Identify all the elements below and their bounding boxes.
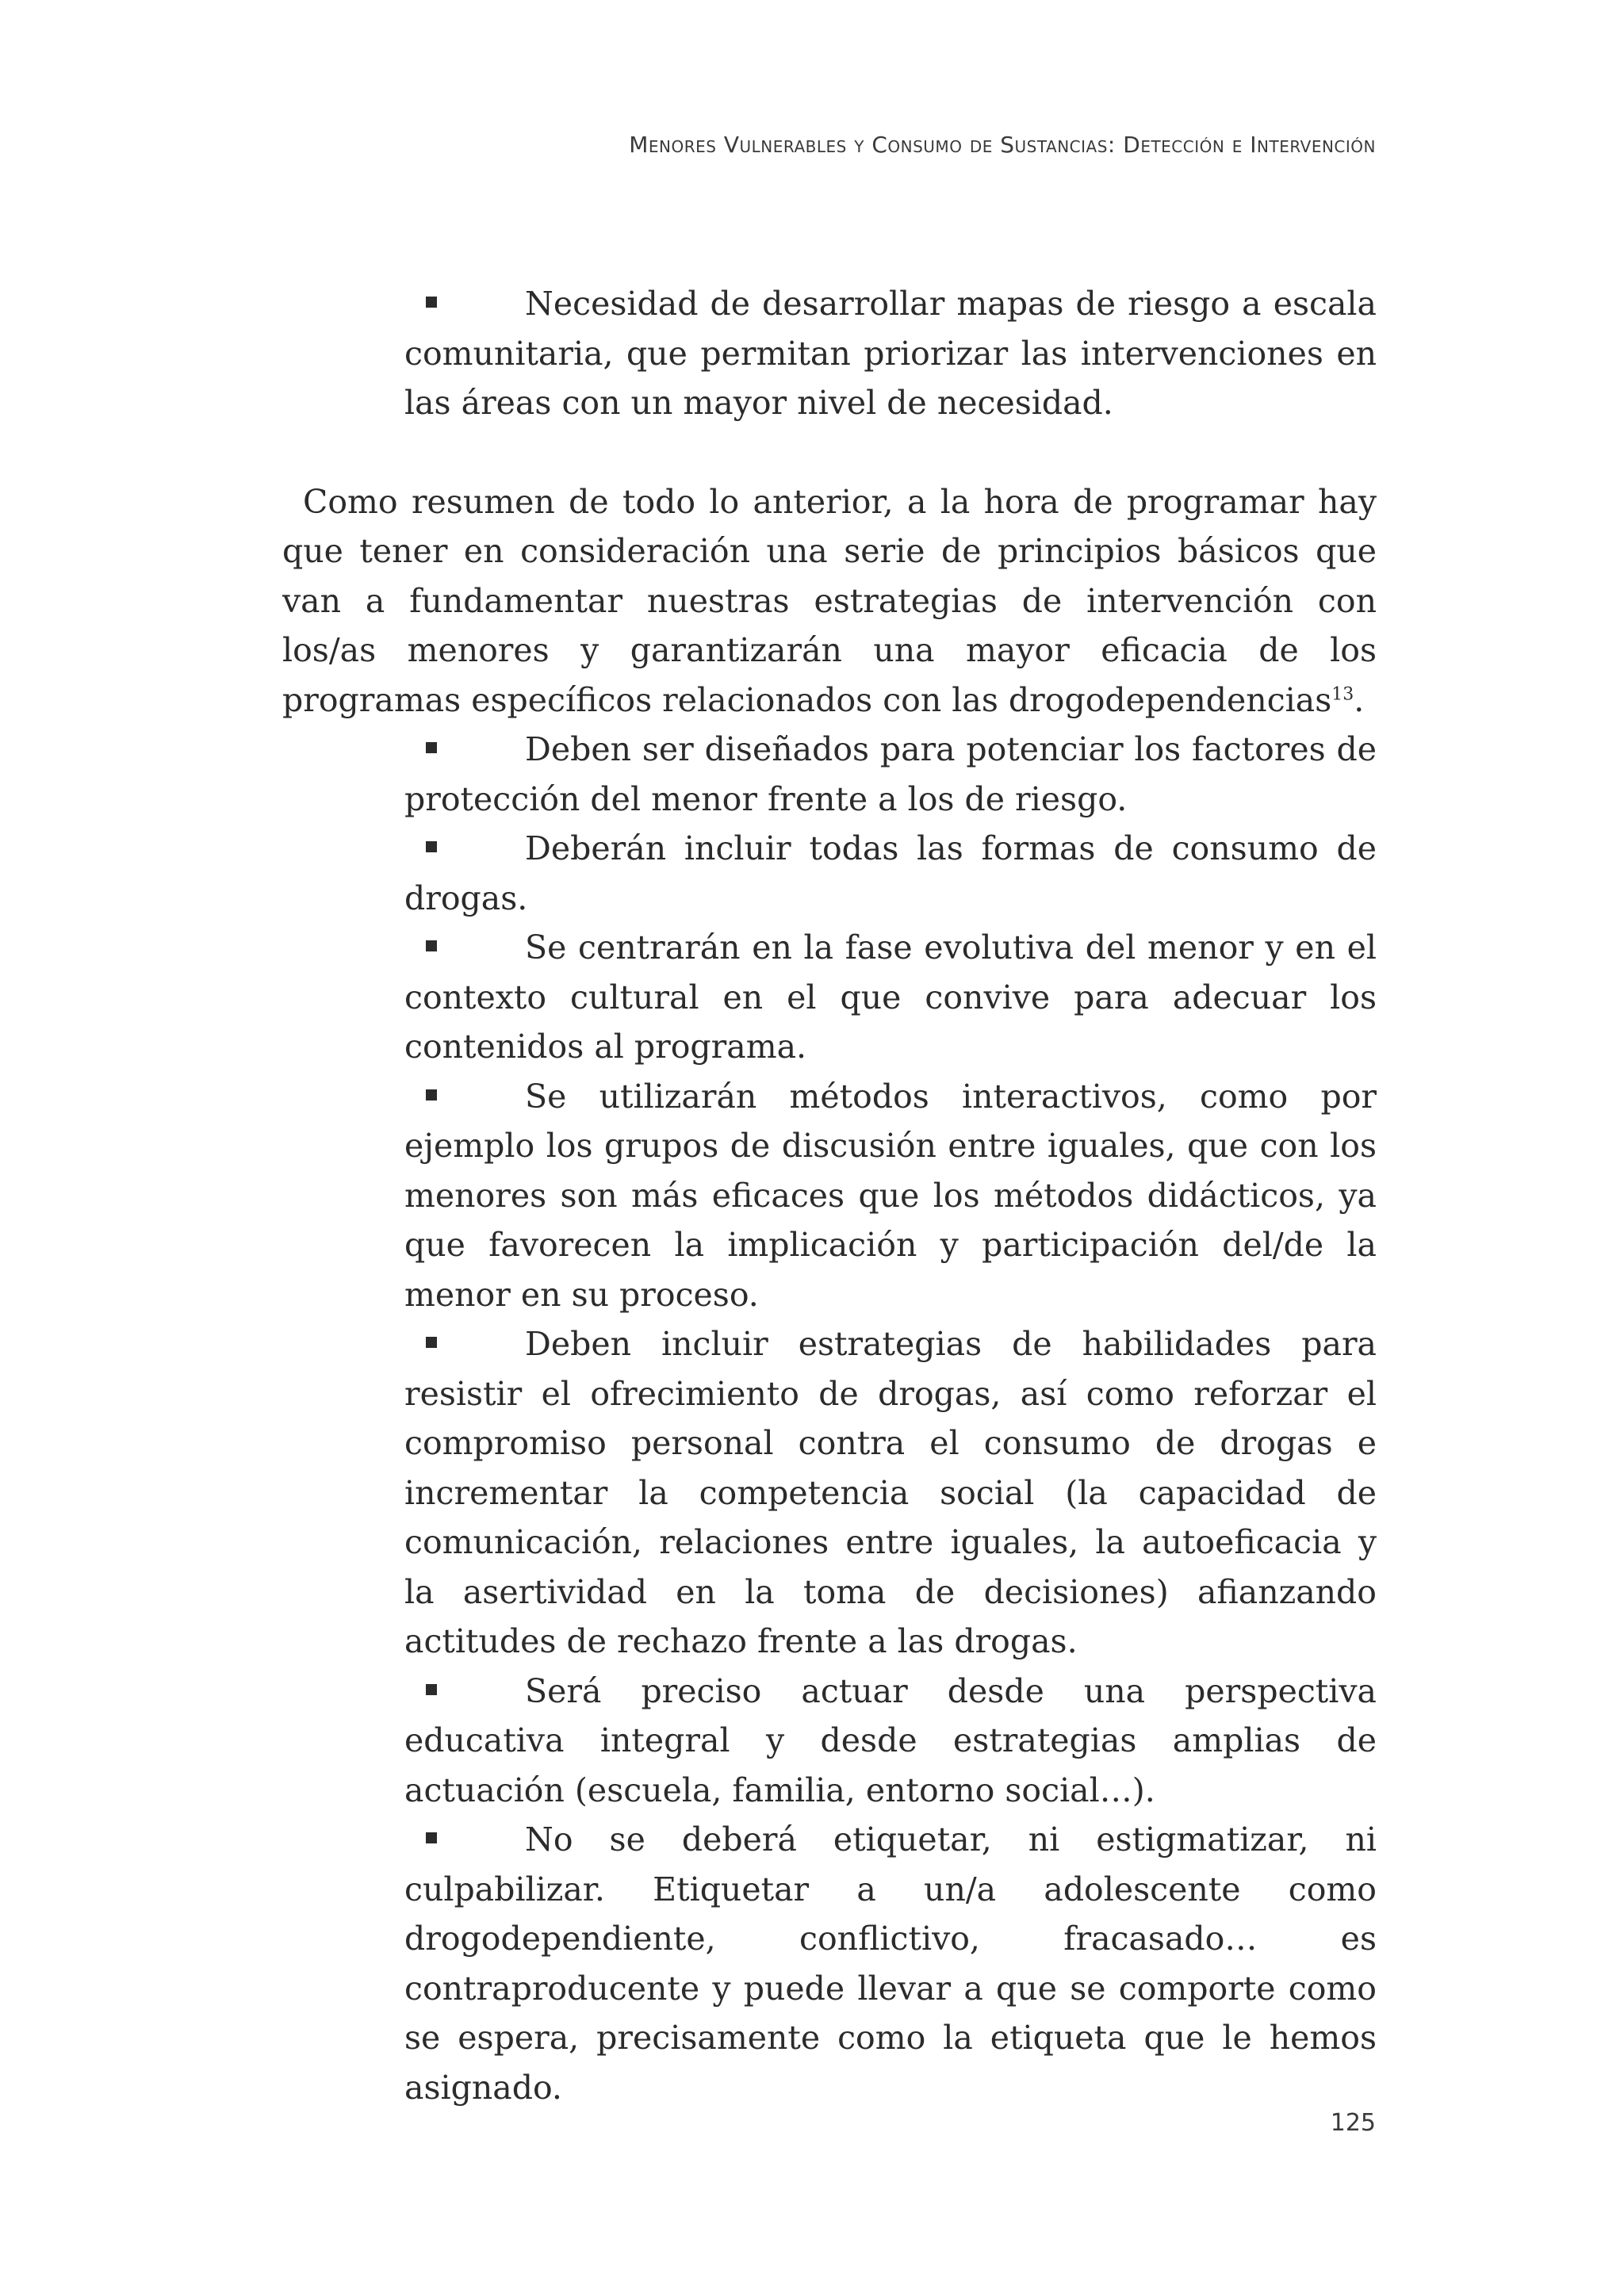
square-bullet-icon	[426, 1832, 437, 1843]
principle-text: Será preciso actuar desde una perspectiva educativa integral y desde estrategias amplias de actuación (escuela, familia, entorno social…).	[404, 1671, 1377, 1809]
square-bullet-icon	[426, 742, 437, 753]
principle-item	[404, 1072, 1377, 1320]
square-bullet-icon	[426, 1684, 437, 1695]
principle-text: Deberán incluir todas las formas de consumo de drogas.	[404, 829, 1377, 917]
principle-item	[404, 725, 1377, 824]
running-header: Menores Vulnerables y Consumo de Sustancias: Detección e Intervención	[629, 132, 1376, 158]
principle-item	[404, 1667, 1377, 1816]
intro-paragraph	[282, 477, 1377, 725]
principle-item	[404, 1319, 1377, 1667]
bullet-text: Necesidad de desarrollar mapas de riesgo a escala comunitaria, que permitan priorizar las intervenciones en las áreas con un mayor nivel de necesidad.	[404, 285, 1377, 422]
principle-item	[404, 824, 1377, 923]
footnote-reference[interactable]: 13	[1331, 683, 1354, 704]
intro-text: Como resumen de todo lo anterior, a la hora de programar hay que tener en consideración una serie de principios básicos que van a fundamentar nuestras estrategias de intervención con los/as menores y garantizarán una mayor eficacia de los programas específicos relacionados con las drogodependencias	[282, 482, 1377, 719]
square-bullet-icon	[426, 1089, 437, 1101]
square-bullet-icon	[426, 297, 437, 308]
principle-text: Se utilizarán métodos interactivos, como por ejemplo los grupos de discusión entre iguales, que con los menores son más eficaces que los métodos didácticos, ya que favorecen la implicación y participación del/de la menor en su proceso.	[404, 1077, 1377, 1314]
page-number: 125	[1330, 2109, 1376, 2137]
intro-end: .	[1354, 680, 1365, 719]
principle-text: Se centrarán en la fase evolutiva del menor y en el contexto cultural en el que convive para adecuar los contenidos al programa.	[404, 928, 1377, 1066]
bullet-item	[404, 279, 1377, 428]
principle-text: No se deberá etiquetar, ni estigmatizar, ni culpabilizar. Etiquetar a un/a adolescente como drogodependiente, conflictivo, fracasado… es contraproducente y puede llevar a que se comporte como se espera, precisamente como la etiqueta que le hemos asignado.	[404, 1820, 1377, 2107]
principle-text: Deben incluir estrategias de habilidades para resistir el ofrecimiento de drogas, así como reforzar el compromiso personal contra el consumo de drogas e incrementar la competencia social (la capacidad de comunicación, relaciones entre iguales, la autoeficacia y la asertividad en la toma de decisiones) afianzando actitudes de rechazo frente a las drogas.	[404, 1325, 1377, 1660]
principle-item	[404, 923, 1377, 1072]
principle-text: Deben ser diseñados para potenciar los factores de protección del menor frente a los de riesgo.	[404, 730, 1377, 818]
page-content	[282, 279, 1377, 2112]
square-bullet-icon	[426, 841, 437, 852]
square-bullet-icon	[426, 940, 437, 951]
principle-item	[404, 1815, 1377, 2112]
square-bullet-icon	[426, 1337, 437, 1348]
